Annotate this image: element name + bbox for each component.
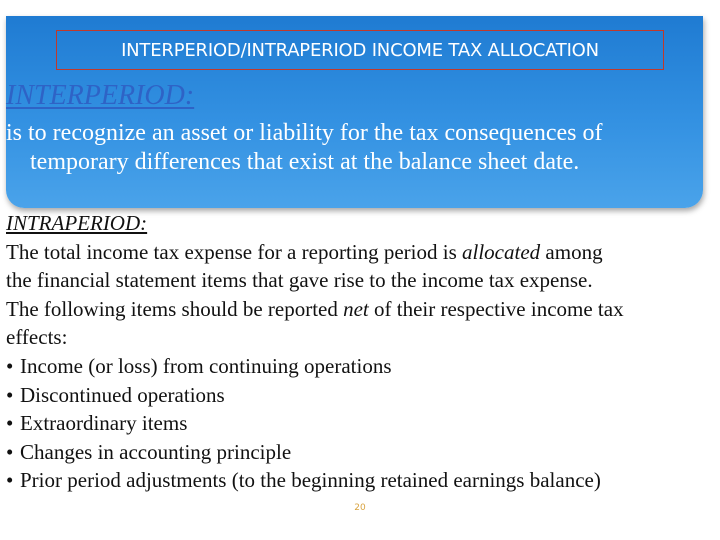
- bullet-text: Income (or loss) from continuing operations: [20, 353, 392, 378]
- intraperiod-paragraph-2-line-2: effects:: [6, 325, 68, 350]
- para1-text: The total income tax expense for a reporting period is: [6, 239, 463, 264]
- bullet-icon: •: [6, 411, 14, 436]
- bullet-icon: •: [6, 468, 14, 493]
- bullet-item: [6, 409, 718, 438]
- bullet-text: Discontinued operations: [20, 382, 225, 407]
- bullet-icon: •: [6, 353, 14, 378]
- bullet-item: [6, 438, 718, 467]
- interperiod-heading: INTERPERIOD:: [6, 80, 195, 111]
- para1-emphasis: allocated: [462, 239, 541, 264]
- interperiod-definition: [6, 119, 718, 177]
- bullet-item: [6, 352, 718, 381]
- para1-text-end: among: [540, 239, 603, 264]
- slide-title: INTERPERIOD/INTRAPERIOD INCOME TAX ALLOCATION: [56, 30, 664, 70]
- interperiod-line-1: is to recognize an asset or liability for the tax consequences of: [6, 120, 603, 146]
- intraperiod-heading: INTRAPERIOD:: [6, 211, 148, 235]
- bullet-item: [6, 466, 718, 495]
- intraperiod-section: [6, 209, 718, 495]
- intraperiod-paragraph-1-line-1: [6, 238, 718, 267]
- page-number: 20: [354, 503, 366, 513]
- para2-text: The following items should be reported: [6, 296, 344, 321]
- para2-text-end: of their respective income tax: [368, 296, 624, 321]
- para2-emphasis: net: [343, 296, 369, 321]
- bullet-text: Prior period adjustments (to the beginning retained earnings balance): [20, 468, 601, 493]
- bullet-text: Extraordinary items: [20, 411, 188, 436]
- intraperiod-paragraph-2-line-1: [6, 295, 718, 324]
- bullet-item: [6, 381, 718, 410]
- intraperiod-paragraph-1-line-2: the financial statement items that gave rise to the income tax expense.: [6, 268, 593, 293]
- bullet-icon: •: [6, 439, 14, 464]
- bullet-text: Changes in accounting principle: [20, 439, 292, 464]
- bullet-icon: •: [6, 382, 14, 407]
- interperiod-line-2: temporary differences that exist at the balance sheet date.: [30, 149, 580, 175]
